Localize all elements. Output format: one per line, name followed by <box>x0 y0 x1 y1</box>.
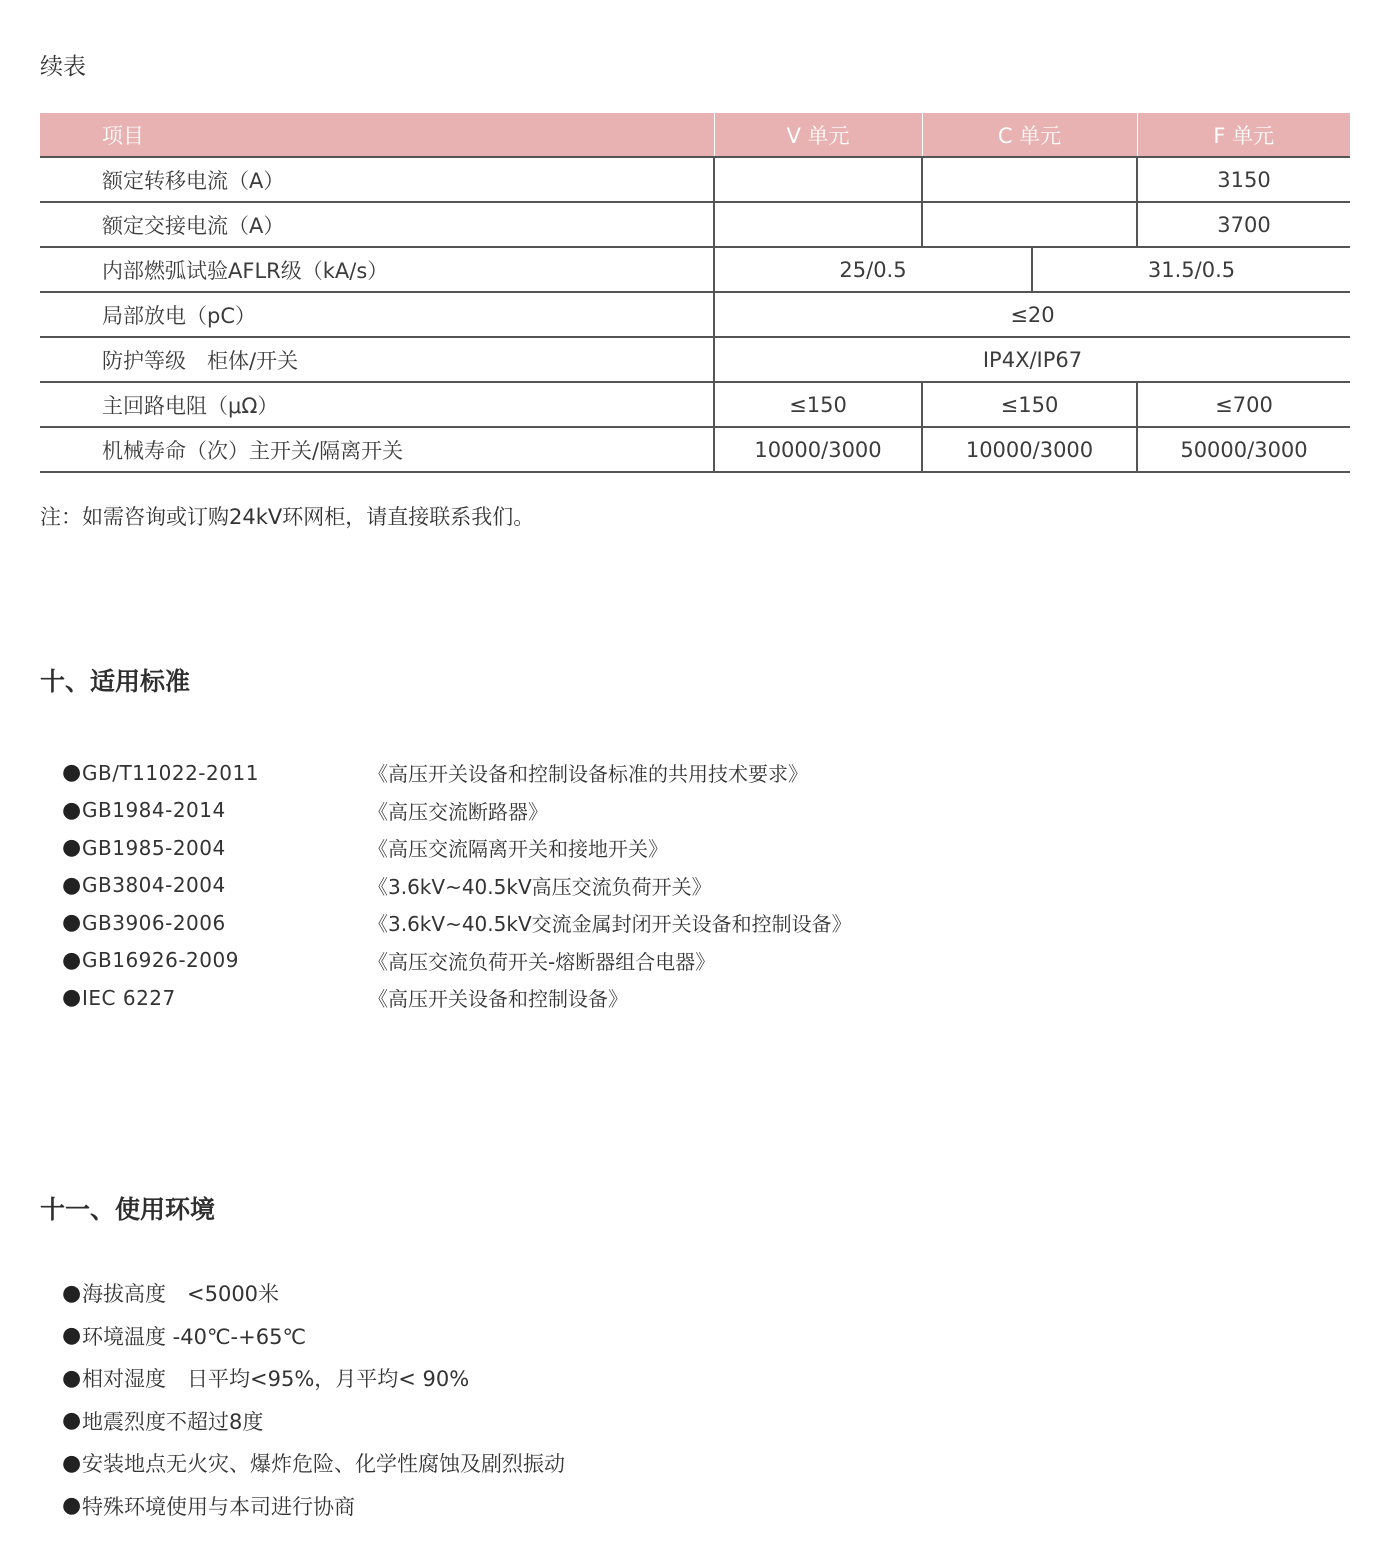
table-row <box>40 157 1350 202</box>
bullet-icon: ● <box>62 1408 82 1434</box>
standard-code: GB1985-2004 <box>82 835 226 860</box>
cell-c <box>922 157 1137 202</box>
bullet-icon: ● <box>62 835 82 861</box>
list-item <box>62 1485 565 1528</box>
environment-item: 相对湿度 日平均<95%，月平均< 90% <box>82 1367 470 1392</box>
header-item: 项目 <box>40 113 714 157</box>
bullet-icon: ● <box>62 1493 82 1519</box>
cell-f: 3150 <box>1137 157 1350 202</box>
continued-table-title: 续表 <box>40 54 86 80</box>
standards-heading: 十、适用标准 <box>40 667 191 696</box>
standard-name: 《3.6kV~40.5kV高压交流负荷开关》 <box>368 874 712 899</box>
bullet-icon: ● <box>62 947 82 973</box>
cell-c <box>922 202 1137 247</box>
row-label: 内部燃弧试验AFLR级（kA/s） <box>40 247 714 292</box>
bullet-icon: ● <box>62 1365 82 1391</box>
cell-merged: ≤20 <box>714 292 1350 337</box>
table-row <box>40 292 1350 337</box>
row-label: 额定交接电流（A） <box>40 202 714 247</box>
environment-item: 环境温度 -40℃-+65℃ <box>82 1324 307 1349</box>
standard-code: GB/T11022-2011 <box>82 760 259 785</box>
cell-merged: IP4X/IP67 <box>714 337 1350 382</box>
header-f-unit: F 单元 <box>1137 113 1350 157</box>
environment-item: 地震烈度不超过8度 <box>82 1409 264 1434</box>
standard-code: GB16926-2009 <box>82 948 239 973</box>
list-item <box>62 1272 565 1315</box>
standard-name: 《高压交流负荷开关-熔断器组合电器》 <box>368 949 716 974</box>
standards-list <box>62 754 852 1017</box>
cell-v <box>714 202 922 247</box>
bullet-icon: ● <box>62 1450 82 1476</box>
list-item <box>62 867 852 905</box>
table-row <box>40 427 1350 472</box>
bullet-icon: ● <box>62 797 82 823</box>
standard-name: 《高压开关设备和控制设备》 <box>368 987 628 1012</box>
bullet-icon: ● <box>62 760 82 786</box>
cell-v: 10000/3000 <box>714 427 922 472</box>
header-v-unit: V 单元 <box>714 113 922 157</box>
environment-item: 海拔高度 <5000米 <box>82 1282 280 1307</box>
bullet-icon: ● <box>62 910 82 936</box>
cell-c: ≤150 <box>922 382 1137 427</box>
cell-f: ≤700 <box>1137 382 1350 427</box>
spec-table <box>40 113 1350 473</box>
table-row <box>40 337 1350 382</box>
cell-c: 10000/3000 <box>922 427 1137 472</box>
list-item <box>62 904 852 942</box>
cell-v: ≤150 <box>714 382 922 427</box>
list-item <box>62 754 852 792</box>
bullet-icon: ● <box>62 985 82 1011</box>
row-label: 机械寿命（次）主开关/隔离开关 <box>40 427 714 472</box>
table-row <box>40 382 1350 427</box>
list-item <box>62 829 852 867</box>
environment-heading: 十一、使用环境 <box>40 1195 216 1224</box>
standard-name: 《高压开关设备和控制设备标准的共用技术要求》 <box>368 762 808 787</box>
table-note: 注：如需咨询或订购24kV环网柜，请直接联系我们。 <box>40 505 535 529</box>
list-item <box>62 1442 565 1485</box>
row-label: 主回路电阻（μΩ） <box>40 382 714 427</box>
standard-code: GB1984-2014 <box>82 798 226 823</box>
table-header-row <box>40 113 1350 157</box>
list-item <box>62 979 852 1017</box>
standard-name: 《3.6kV~40.5kV交流金属封闭开关设备和控制设备》 <box>368 912 852 937</box>
standard-code: IEC 6227 <box>82 985 176 1010</box>
bullet-icon: ● <box>62 1323 82 1349</box>
row-label: 额定转移电流（A） <box>40 157 714 202</box>
bullet-icon: ● <box>62 872 82 898</box>
cell-v <box>714 157 922 202</box>
environment-item: 特殊环境使用与本司进行协商 <box>82 1494 355 1519</box>
table-row <box>40 202 1350 247</box>
list-item <box>62 1315 565 1358</box>
split-cell <box>714 247 1350 292</box>
cell-v-c-merged: 25/0.5 <box>715 248 1033 291</box>
cell-f-merged: 31.5/0.5 <box>1147 257 1236 282</box>
list-item <box>62 792 852 830</box>
list-item <box>62 942 852 980</box>
environment-item: 安装地点无火灾、爆炸危险、化学性腐蚀及剧烈振动 <box>82 1452 565 1477</box>
row-label: 局部放电（pC） <box>40 292 714 337</box>
row-label: 防护等级 柜体/开关 <box>40 337 714 382</box>
header-c-unit: C 单元 <box>922 113 1137 157</box>
table-row <box>40 247 1350 292</box>
standard-name: 《高压交流断路器》 <box>368 799 548 824</box>
list-item <box>62 1400 565 1443</box>
list-item <box>62 1357 565 1400</box>
environment-list <box>62 1272 565 1527</box>
standard-name: 《高压交流隔离开关和接地开关》 <box>368 837 668 862</box>
cell-f: 50000/3000 <box>1137 427 1350 472</box>
standard-code: GB3906-2006 <box>82 910 226 935</box>
standard-code: GB3804-2004 <box>82 873 226 898</box>
cell-f: 3700 <box>1137 202 1350 247</box>
bullet-icon: ● <box>62 1280 82 1306</box>
